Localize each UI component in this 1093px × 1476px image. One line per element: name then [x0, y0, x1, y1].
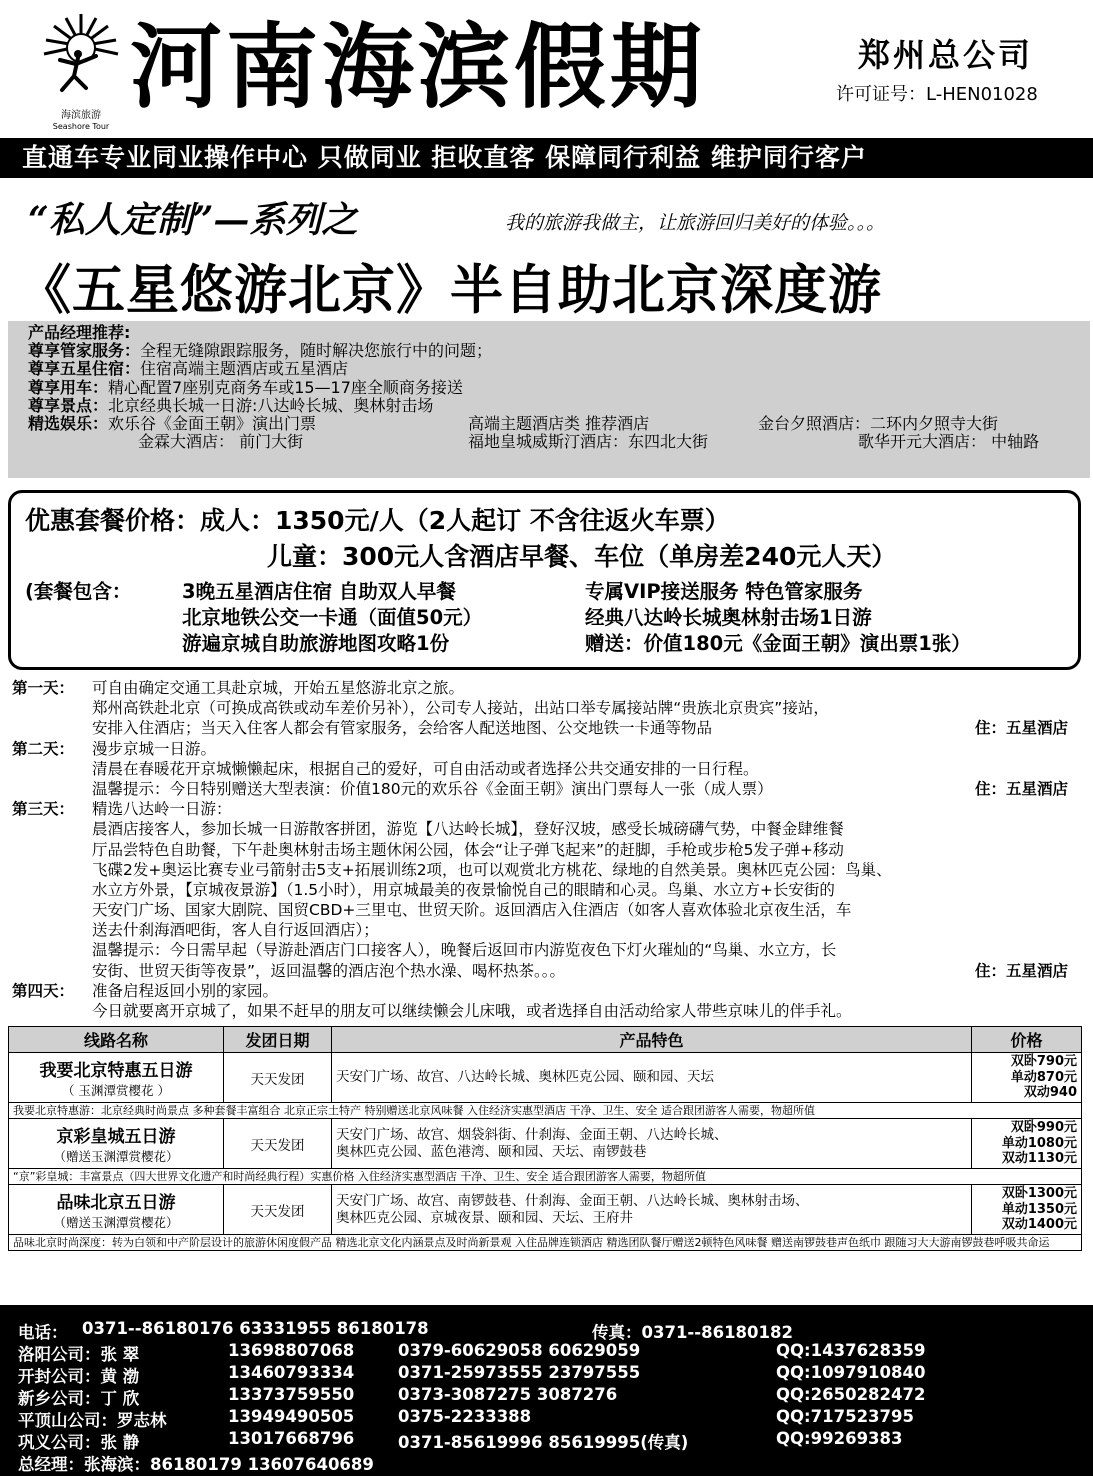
price-child: 儿童：300元人含酒店早餐、车位（单房差240元人天） — [267, 542, 897, 571]
branch-qq: QQ:2650282472 — [776, 1385, 926, 1404]
branch-tel: 0371-85619996 85619995(传真) — [398, 1433, 689, 1452]
footer-contacts — [0, 1305, 1093, 1476]
branch-mobile: 13698807068 — [228, 1341, 355, 1360]
branch-mobile: 13373759550 — [228, 1385, 355, 1404]
branch-tel: 0375-2233388 — [398, 1407, 532, 1426]
logo-caption: 海滨旅游 — [61, 110, 101, 121]
branch-mobile: 13017668796 — [228, 1429, 355, 1448]
itinerary-day-4: 第四天： 准备启程返回小别的家园。 今日就要离开京城了，如果不赶早的朋友可以继续懒会儿床哦，或者选择自由活动给家人带些京味儿的伴手礼。 — [12, 981, 852, 1020]
phone-numbers: 0371--86180176 63331955 86180178 — [82, 1319, 429, 1338]
recommend-entertainment: 精选娱乐：欢乐谷《金面王朝》演出门票 高端主题酒店类 推荐酒店 金台夕照酒店：二环内夕照寺大街 — [28, 413, 999, 433]
recommend-box — [8, 321, 1090, 478]
col-features: 产品特色 — [332, 1027, 972, 1053]
branch-mobile: 13460793334 — [228, 1363, 355, 1382]
series-title: “私人定制”—系列之 — [28, 199, 358, 241]
branch-company: 洛阳公司：张 翠 — [18, 1345, 140, 1364]
recommend-row: 尊享管家服务：全程无缝隙跟踪服务，随时解决您旅行中的问题； — [28, 341, 493, 361]
branch-company: 新乡公司：丁 欣 — [18, 1389, 140, 1408]
slogan-bar: 直通车专业同业操作中心 只做同业 拒收直客 保障同行利益 维护同行客户 — [0, 138, 1093, 178]
office-name: 郑州总公司 — [858, 36, 1034, 74]
recommend-row: 尊享用车：精心配置7座别克商务车或15—17座全顺商务接送 — [28, 377, 463, 397]
col-route-name: 线路名称 — [9, 1027, 224, 1053]
itinerary-day-1: 第一天： 可自由确定交通工具赴京城，开始五星悠游北京之旅。 郑州高铁赴北京（可换成高铁或动车差价另补），公司专人接站，出站口举专属接站牌“贵族北京贵宾”接站， 安排入住酒店；当天入住客人都会有管家服务，会给客人配送地图、公交地铁一卡通等物品 住：五星酒店 — [12, 679, 1068, 738]
logo — [38, 10, 124, 131]
brand-title: 河南海滨假期 — [130, 13, 707, 121]
package-include-row: (套餐包含： 3晚五星酒店住宿 自助双人早餐 专属VIP接送服务 特色管家服务 — [25, 580, 863, 603]
itinerary — [12, 678, 1084, 1021]
branch-mobile: 13949490505 — [228, 1407, 355, 1426]
main-title: 《五星悠游北京》半自助北京深度游 — [18, 260, 882, 321]
col-depart-date: 发团日期 — [224, 1027, 332, 1053]
recommend-row: 尊享五星住宿：住宿高端主题酒店或五星酒店 — [28, 359, 349, 379]
table-header-row — [9, 1027, 1082, 1053]
itinerary-day-3: 第三天： 精选八达岭一日游： 晨酒店接客人，参加长城一日游散客拼团，游览【八达岭长城】，登好汉坡，感受长城磅礴气势，中餐金肆维餐 厅品尝特色自助餐，下午赴奥林射击场主题休闲公园，体会“让子弹飞起来”的赶脚，手枪或步枪5发子弹+移动 飞碟2发+奥运比赛专业弓箭射击5支+拓展训练2项，也可以观赏北方桃花、绿地的自然美景。奥林匹克公园：鸟巢、 水立方外景，【京城夜景游】（1.5小时），用京城最美的夜景愉悦自己的眼睛和心灵。鸟巢、水立方+长安街的 天安门广场、国家大剧院、国贸CBD+三里屯、世贸天阶。返回酒店入住酒店（如客人喜欢体验北京夜生活，车 送去什刹海酒吧街，客人自行返回酒店）； 温馨提示：今日需早起（导游赴酒店门口接客人），晚餐后返回市内游览夜色下灯火璀灿的“鸟巢、水立方，长 安街、世贸天街等夜景”，返回温馨的酒店泡个热水澡、喝杯热茶。。。 住：五星酒店 — [12, 800, 1068, 980]
branch-qq: QQ:1437628359 — [776, 1341, 926, 1360]
branch-company: 开封公司：黄 渤 — [18, 1367, 140, 1386]
phone-label: 电话： — [18, 1323, 68, 1342]
package-include-row: 游遍京城自助旅游地图攻略1份 赠送：价值180元《金面王朝》演出票1张） — [182, 632, 971, 655]
branch-qq: QQ:717523795 — [776, 1407, 914, 1426]
branch-qq: QQ:1097910840 — [776, 1363, 926, 1382]
recommend-row: 尊享景点：北京经典长城一日游:八达岭长城、奥林射击场 — [28, 395, 434, 415]
table-row: 京彩皇城五日游 （赠送玉渊潭赏樱花） 天天发团 天安门广场、故宫、烟袋斜街、什刹海、金面王朝、八达岭长城、 奥林匹克公园、蓝色港湾、颐和园、天坛、南锣鼓巷 双卧990元 单动1080元 双动1130元 — [9, 1119, 1082, 1169]
package-include-row: 北京地铁公交一卡通（面值50元） 经典八达岭长城奥林射击场1日游 — [182, 606, 872, 629]
branch-company: 平顶山公司：罗志林 — [18, 1411, 167, 1430]
price-box — [8, 490, 1081, 670]
table-note-row: 品味北京时尚深度：转为白领和中产阶层设计的旅游休闲度假产品 精选北京文化内涵景点及时尚新景观 入住品牌连锁酒店 精选团队餐厅赠送2顿特色风味餐 赠送南锣鼓巷声色纸巾 跟随习大大游南锣鼓巷呼吸共命运 — [9, 1235, 1082, 1251]
branch-tel: 0371-25973555 23797555 — [398, 1363, 641, 1382]
motto: 我的旅游我做主，让旅游回归美好的体验。。。 — [505, 212, 886, 234]
table-note-row: “京”彩皇城：丰富景点（四大世界文化遗产和时尚经典行程）实惠价格 入住经济实惠型酒店 干净、卫生、安全 适合跟团游客人需要，物超所值 — [9, 1169, 1082, 1185]
recommend-hotels: 金霖大酒店： 前门大街 福地皇城威斯汀酒店：东四北大街 歌华开元大酒店： 中轴路 — [138, 432, 1040, 452]
table-row: 我要北京特惠五日游 （ 玉渊潭赏樱花 ） 天天发团 天安门广场、故宫、八达岭长城、奥林匹克公园、颐和园、天坛 双卧790元 单动870元 双动940 — [9, 1053, 1082, 1103]
logo-sun-figure-icon — [38, 10, 124, 106]
license-number: 许可证号：L-HEN01028 — [836, 84, 1038, 105]
table-note-row: 我要北京特惠游：北京经典时尚景点 多种套餐丰富组合 北京正宗土特产 特别赠送北京风味餐 入住经济实惠型酒店 干净、卫生、安全 适合跟团游客人需要，物超所值 — [9, 1103, 1082, 1119]
col-price: 价格 — [972, 1027, 1082, 1053]
itinerary-day-2: 第二天： 漫步京城一日游。 清晨在春暖花开京城懒懒起床，根据自己的爱好，可自由活动或者选择公共交通安排的一日行程。 温馨提示：今日特别赠送大型表演：价值180元的欢乐谷《金面王朝》演出门票每人一张（成人票） 住：五星酒店 — [12, 739, 1068, 798]
branch-company: 巩义公司：张 静 — [18, 1433, 140, 1452]
fax-number: 传真：0371--86180182 — [592, 1323, 793, 1342]
general-manager: 总经理：张海滨：86180179 13607640689 — [18, 1455, 374, 1474]
branch-qq: QQ:99269383 — [776, 1429, 903, 1448]
recommend-heading: 产品经理推荐: — [28, 323, 131, 342]
branch-tel: 0373-3087275 3087276 — [398, 1385, 618, 1404]
price-adult: 优惠套餐价格：成人：1350元/人（2人起订 不含往返火车票） — [25, 506, 730, 535]
table-row: 品味北京五日游 （赠送玉渊潭赏樱花） 天天发团 天安门广场、故宫、南锣鼓巷、什刹海、金面王朝、八达岭长城、奥林射击场、 奥林匹克公园、京城夜景、颐和园、天坛、王府井 双卧1300元 单动1350元 双动1400元 — [9, 1185, 1082, 1235]
logo-caption-en: Seashore Tour — [52, 122, 110, 131]
route-table — [8, 1026, 1082, 1251]
branch-tel: 0379-60629058 60629059 — [398, 1341, 641, 1360]
